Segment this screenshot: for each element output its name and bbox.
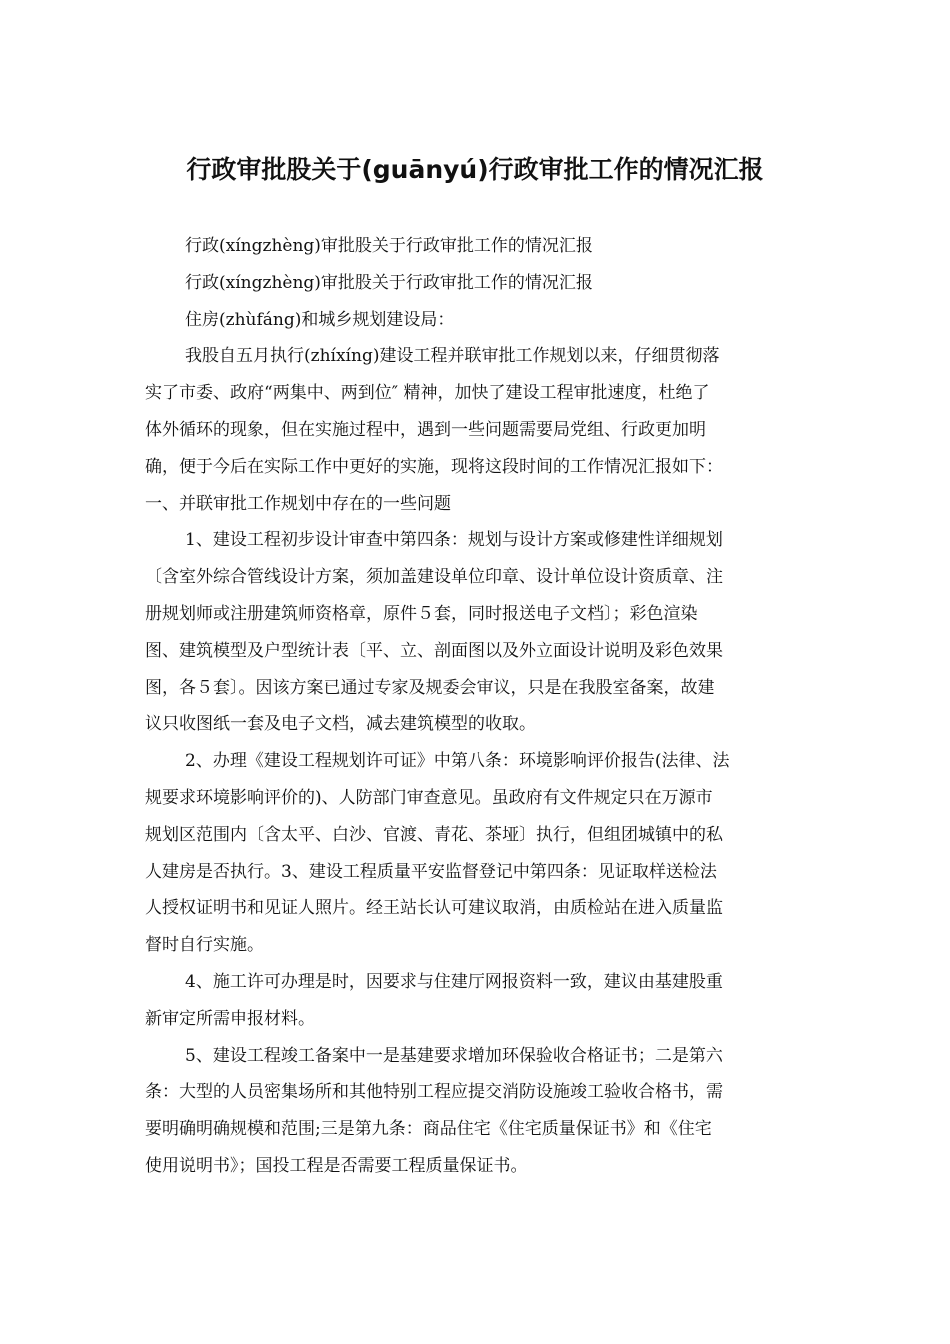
paragraph-line: 4、施工许可办理是时，因要求与住建厅网报资料一致，建议由基建股重 bbox=[185, 971, 723, 992]
paragraph-line: 1、建设工程初步设计审查中第四条：规划与设计方案或修建性详细规划 bbox=[185, 530, 723, 551]
paragraph-line: 2、办理《建设工程规划许可证》中第八条：环境影响评价报告(法律、法 bbox=[185, 751, 730, 772]
paragraph-line: 5、建设工程竣工备案中一是基建要求增加环保验收合格证书；二是第六 bbox=[185, 1045, 723, 1066]
paragraph-line: 要明确明确规模和范围;三是第九条：商品住宅《住宅质量保证书》和《住宅 bbox=[145, 1119, 712, 1140]
paragraph-line: 实了市委、政府“两集中、两到位″ 精神，加快了建设工程审批速度，杜绝了 bbox=[145, 383, 710, 404]
paragraph-line: 我股自五月执行(zhíxíng)建设工程并联审批工作规划以来，仔细贯彻落 bbox=[185, 346, 720, 367]
paragraph-line: 督时自行实施。 bbox=[145, 935, 264, 956]
paragraph-line: 议只收图纸一套及电子文档，减去建筑模型的收取。 bbox=[145, 714, 536, 735]
paragraph-line: 体外循环的现象，但在实施过程中，遇到一些问题需要局党组、行政更加明 bbox=[145, 419, 706, 440]
section-heading: 一、并联审批工作规划中存在的一些问题 bbox=[145, 493, 451, 514]
paragraph-line: 使用说明书》；国投工程是否需要工程质量保证书。 bbox=[145, 1155, 528, 1176]
paragraph-line: 人授权证明书和见证人照片。经王站长认可建议取消，由质检站在进入质量监 bbox=[145, 898, 723, 919]
subtitle-line: 行政(xíngzhèng)审批股关于行政审批工作的情况汇报 bbox=[185, 236, 593, 256]
paragraph-line: 人建房是否执行。3、建设工程质量平安监督登记中第四条：见证取样送检法 bbox=[145, 861, 717, 882]
document-body bbox=[145, 228, 800, 1185]
paragraph-line: 册规划师或注册建筑师资格章，原件５套，同时报送电子文档〕；彩色渲染 bbox=[145, 603, 698, 624]
paragraph-line: 规划区范围内〔含太平、白沙、官渡、青花、茶垭〕执行，但组团城镇中的私 bbox=[145, 824, 723, 845]
subtitle-line: 行政(xíngzhèng)审批股关于行政审批工作的情况汇报 bbox=[185, 272, 593, 293]
paragraph-line: 条：大型的人员密集场所和其他特别工程应提交消防设施竣工验收合格书，需 bbox=[145, 1082, 723, 1103]
paragraph-line: 图，各５套〕。因该方案已通过专家及规委会审议，只是在我股室备案，故建 bbox=[145, 677, 715, 698]
paragraph-line: 新审定所需申报材料。 bbox=[145, 1008, 315, 1029]
paragraph-line: 规要求环境影响评价的)、人防部门审查意见。虽政府有文件规定只在万源市 bbox=[145, 787, 713, 808]
salutation: 住房(zhùfáng)和城乡规划建设局： bbox=[185, 309, 455, 330]
paragraph-line: 确，便于今后在实际工作中更好的实施，现将这段时间的工作情况汇报如下： bbox=[145, 456, 723, 477]
document-title: 行政审批股关于(guānyú)行政审批工作的情况汇报 bbox=[186, 155, 764, 184]
paragraph-line: 图、建筑模型及户型统计表〔平、立、剖面图以及外立面设计说明及彩色效果 bbox=[145, 640, 723, 661]
paragraph-line: 〔含室外综合管线设计方案，须加盖建设单位印章、设计单位设计资质章、注 bbox=[145, 567, 723, 588]
